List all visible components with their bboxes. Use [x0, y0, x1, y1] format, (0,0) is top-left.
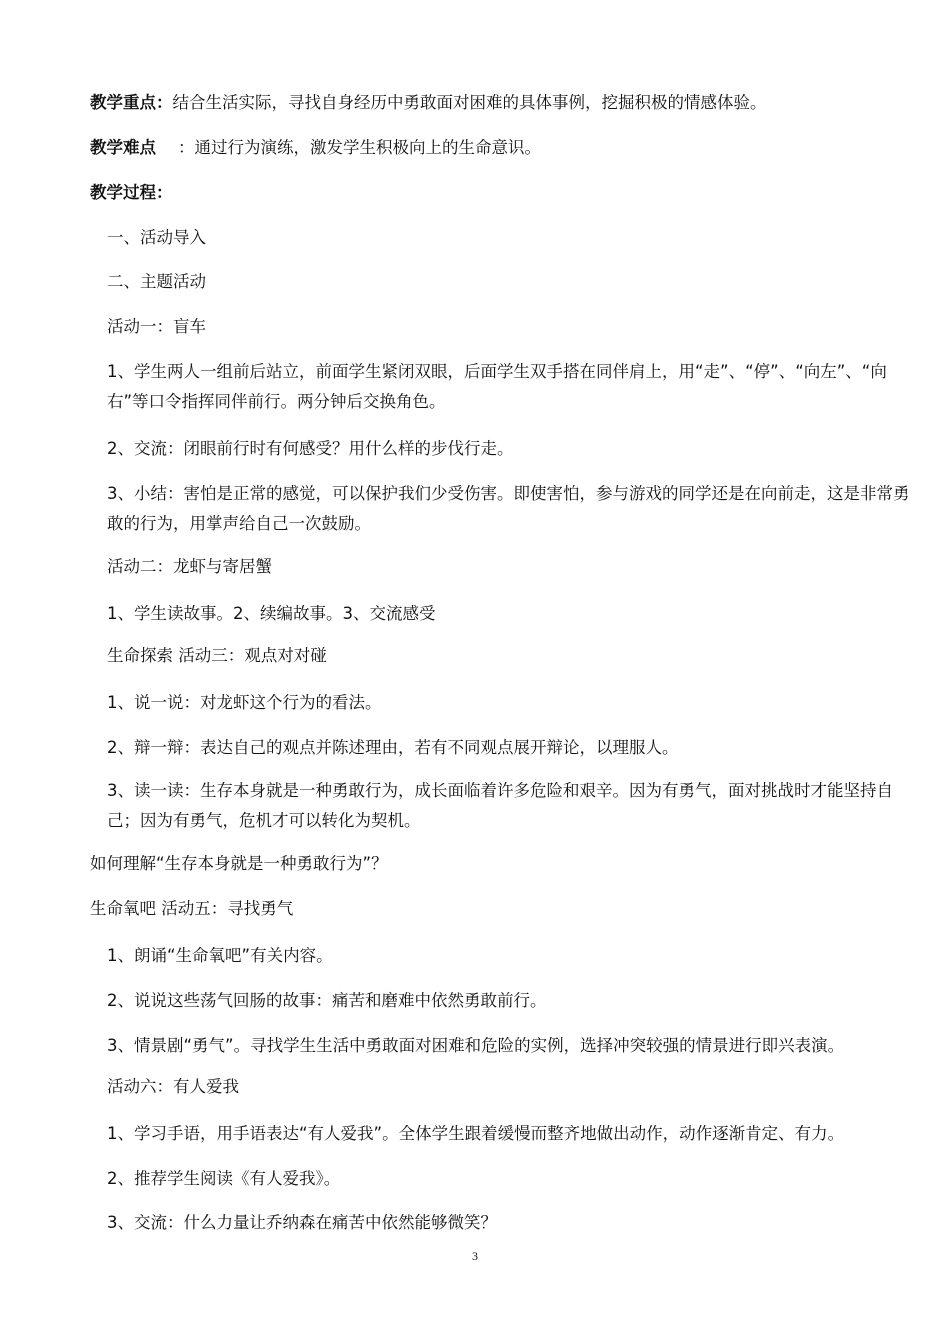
teaching-difficulty-text: ：通过行为演练，激发学生积极向上的生命意识。: [178, 138, 541, 157]
activity-two-title: 活动二：龙虾与寄居蟹: [107, 557, 272, 576]
teaching-focus-text: 结合生活实际，寻找自身经历中勇敢面对困难的具体事例，挖掘积极的情感体验。: [172, 93, 767, 112]
activity-three-title: 生命探索 活动三：观点对对碰: [107, 646, 327, 665]
activity-three-step-1: 1、说一说：对龙虾这个行为的看法。: [107, 693, 382, 712]
activity-six-step-3: 3、交流：什么力量让乔纳森在痛苦中依然能够微笑？: [107, 1213, 497, 1232]
activity-five-step-2: 2、说说这些荡气回肠的故事：痛苦和磨难中依然勇敢前行。: [107, 991, 547, 1010]
page-number: 3: [472, 1249, 478, 1263]
activity-three-step-3: 3、读一读：生存本身就是一种勇敢行为，成长面临着许多危险和艰辛。因为有勇气，面对挑战时才能坚持自己；因为有勇气，危机才可以转化为契机。: [107, 781, 893, 830]
activity-six-step-2: 2、推荐学生阅读《有人爱我》。: [107, 1169, 341, 1188]
activity-one-step-1: 1、学生两人一组前后站立，前面学生紧闭双眼，后面学生双手搭在同伴肩上，用“走”、“停”、“向左”、“向右”等口令指挥同伴前行。两分钟后交换角色。: [107, 362, 887, 411]
activity-one-step-2: 2、交流：闭眼前行时有何感受？用什么样的步伐行走。: [107, 439, 514, 458]
activity-five-step-1: 1、朗诵“生命氧吧”有关内容。: [107, 946, 333, 965]
activity-six-step-1: 1、学习手语，用手语表达“有人爱我”。全体学生跟着缓慢而整齐地做出动作，动作逐渐肯定、有力。: [107, 1124, 845, 1143]
activity-one-step-3: 3、小结：害怕是正常的感觉，可以保护我们少受伤害。即使害怕，参与游戏的同学还是在向前走，这是非常勇敢的行为，用掌声给自己一次鼓励。: [107, 484, 910, 533]
section-main-activity: 二、主题活动: [107, 272, 206, 291]
activity-six-title: 活动六：有人爱我: [107, 1077, 239, 1096]
activity-two-steps: 1、学生读故事。2、续编故事。3、交流感受: [107, 604, 436, 623]
activity-five-title: 生命氧吧 活动五：寻找勇气: [90, 899, 294, 918]
section-intro: 一、活动导入: [107, 228, 206, 247]
activity-one-title: 活动一：盲车: [107, 317, 206, 336]
teaching-focus: [90, 92, 767, 114]
teaching-difficulty-label: 教学难点: [90, 138, 156, 157]
activity-five-step-3: 3、情景剧“勇气”。寻找学生生活中勇敢面对困难和危险的实例，选择冲突较强的情景进行即兴表演。: [107, 1036, 845, 1055]
discussion-question: 如何理解“生存本身就是一种勇敢行为”？: [90, 854, 388, 873]
teaching-difficulty: [90, 137, 541, 159]
process-heading: 教学过程：: [90, 183, 173, 202]
activity-three-step-2: 2、辩一辩：表达自己的观点并陈述理由，若有不同观点展开辩论，以理服人。: [107, 738, 679, 757]
teaching-focus-label: 教学重点：: [90, 93, 173, 112]
